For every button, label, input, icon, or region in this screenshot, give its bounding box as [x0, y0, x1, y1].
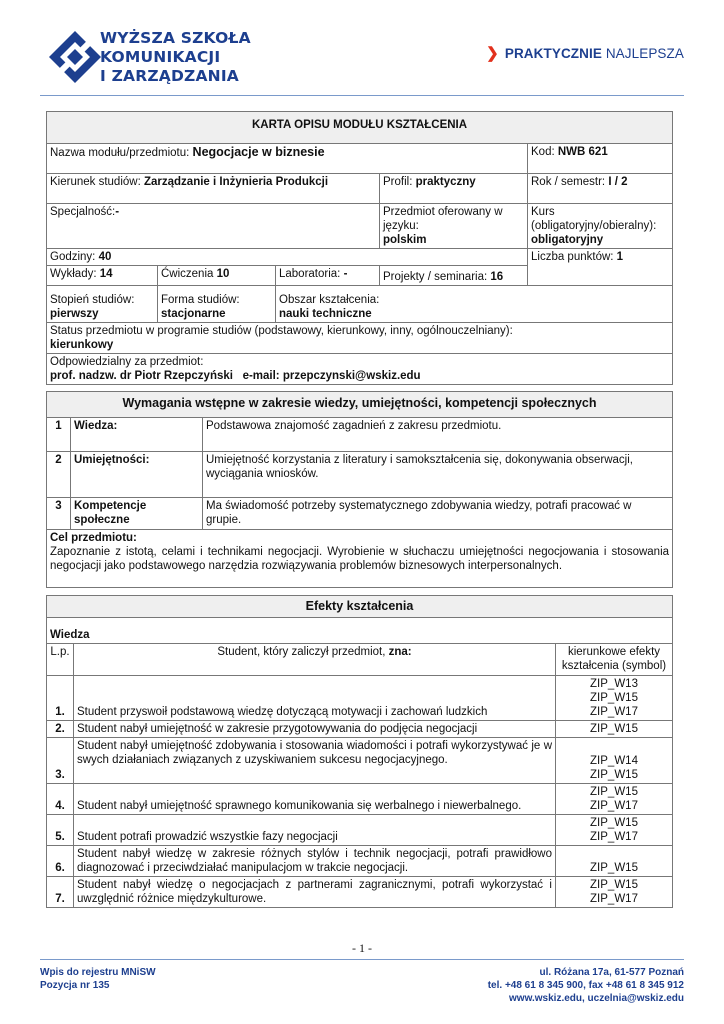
language-cell: [380, 204, 528, 249]
year-semester-label: Rok / semestr:: [531, 176, 606, 188]
outcome-text: Student potrafi prowadzić wszystkie fazy negocjacji: [74, 815, 556, 846]
requirement-number: 3: [47, 498, 71, 530]
specialty-value: -: [115, 206, 120, 218]
footer-phone: tel. +48 61 8 345 900, fax +48 61 8 345 912: [487, 980, 684, 991]
course-type-value: obligatoryjny: [531, 234, 604, 246]
table-row: [47, 721, 673, 738]
outcome-symbols: ZIP_W15 ZIP_W17: [556, 784, 673, 815]
module-code-label: Kod:: [531, 146, 555, 158]
projects-label: Projekty / seminaria:: [383, 271, 488, 283]
footer-contact: [488, 966, 684, 1005]
exercises-value: 10: [216, 268, 230, 280]
requirement-label: Kompetencje społeczne: [71, 498, 203, 530]
card-title: KARTA OPISU MODUŁU KSZTAŁCENIA: [47, 112, 673, 144]
outcomes-title: Efekty kształcenia: [47, 596, 673, 618]
ects-value: 1: [616, 251, 624, 263]
school-name: [100, 29, 251, 86]
lectures-value: 14: [99, 268, 113, 280]
column-header-student-text: Student, który zaliczył przedmiot,: [217, 646, 386, 658]
specialty-cell: [47, 204, 380, 249]
course-type-cell: [528, 204, 673, 249]
exercises-cell: [158, 266, 276, 286]
outcome-text: Student nabył umiejętność w zakresie przygotowywania do podjęcia negocjacji: [74, 721, 556, 738]
laboratory-label: Laboratoria:: [279, 268, 341, 280]
course-goal-cell: [47, 530, 673, 588]
requirement-number: 1: [47, 418, 71, 452]
study-form-label: Forma studiów:: [161, 294, 240, 306]
outcome-number: 6.: [47, 846, 74, 877]
lectures-label: Wykłady:: [50, 268, 97, 280]
lectures-cell: [47, 266, 158, 286]
outcome-text: Student nabył umiejętność zdobywania i stosowania wiadomości i potrafi wykorzystywać je w swych działaniach związanych z uzyskiwaniem sukcesu negocjacyjnego.: [74, 738, 556, 784]
hours-label: Godziny:: [50, 251, 96, 263]
outcome-symbols: ZIP_W13 ZIP_W15 ZIP_W17: [556, 676, 673, 721]
table-row: [47, 784, 673, 815]
outcome-text: Student nabył wiedzę o negocjacjach z partnerami zagranicznymi, potrafi wykorzystać i uwzględnić różnice międzykulturowe.: [74, 877, 556, 908]
outcome-symbols: ZIP_W14 ZIP_W15: [556, 738, 673, 784]
field-of-study-cell: [47, 174, 380, 204]
table-row: [47, 815, 673, 846]
outcome-number: 1.: [47, 676, 74, 721]
year-semester-value: I / 2: [608, 176, 628, 188]
profile-label: Profil:: [383, 176, 413, 188]
ects-label: Liczba punktów:: [531, 251, 614, 263]
outcome-number: 5.: [47, 815, 74, 846]
footer-web: www.wskiz.edu, uczelnia@wskiz.edu: [509, 993, 684, 1004]
status-cell: [47, 323, 673, 354]
footer-address: ul. Różana 17a, 61-577 Poznań: [539, 967, 684, 978]
column-header-symbol: kierunkowe efekty kształcenia (symbol): [556, 644, 673, 676]
footer-registry-line1: Wpis do rejestru MNiSW: [40, 967, 156, 978]
study-form-value: stacjonarne: [161, 308, 226, 320]
school-name-line3: I ZARZĄDZANIA: [100, 67, 240, 85]
degree-label: Stopień studiów:: [50, 294, 135, 306]
responsible-label: Odpowiedzialny za przedmiot:: [50, 356, 204, 368]
exercises-label: Ćwiczenia: [161, 268, 214, 280]
outcomes-table: [46, 595, 673, 908]
module-card-table: [46, 111, 673, 385]
requirement-number: 2: [47, 452, 71, 498]
laboratory-value: -: [343, 268, 348, 280]
header-divider: [40, 95, 684, 96]
outcome-number: 3.: [47, 738, 74, 784]
projects-cell: [380, 266, 528, 286]
status-label: Status przedmiotu w programie studiów (podstawowy, kierunkowy, inny, ogólnouczelniany):: [50, 325, 513, 337]
module-code-value: NWB 621: [557, 146, 608, 158]
education-area-label: Obszar kształcenia:: [279, 294, 380, 306]
module-code-cell: [528, 144, 673, 174]
course-goal-text: Zapoznanie z istotą, celami i technikami negocjacji. Wyrobienie w słuchaczu umiejętności negocjowania i stosowania negocjacji jako podstawowego narzędzia rozwiązywania problemów biznesowych interpersonalnych.: [50, 546, 670, 572]
projects-value: 16: [490, 271, 504, 283]
footer-divider: [40, 959, 684, 960]
requirement-text: Ma świadomość potrzeby systematycznego zdobywania wiedzy, potrafi pracować w grupie.: [203, 498, 673, 530]
requirements-table: [46, 391, 673, 588]
field-of-study-value: Zarządzanie i Inżynieria Produkcji: [143, 176, 329, 188]
module-name-label: Nazwa modułu/przedmiotu:: [50, 147, 190, 159]
ects-cell: [528, 249, 673, 286]
outcome-number: 4.: [47, 784, 74, 815]
table-row: [47, 738, 673, 784]
footer-registry-line2: Pozycja nr 135: [40, 980, 110, 991]
hours-cell: [47, 249, 528, 266]
degree-cell: [47, 286, 158, 323]
requirement-label: Wiedza:: [71, 418, 203, 452]
requirements-title: Wymagania wstępne w zakresie wiedzy, umiejętności, kompetencji społecznych: [47, 392, 673, 418]
column-header-student: [74, 644, 556, 676]
degree-value: pierwszy: [50, 308, 99, 320]
education-area-cell: [276, 286, 673, 323]
wskiz-logo-icon: [48, 30, 102, 84]
responsible-cell: [47, 354, 673, 385]
outcome-text: Student nabył umiejętność sprawnego komunikowania się werbalnego i niewerbalnego.: [74, 784, 556, 815]
responsible-email: e-mail: przepczynski@wskiz.edu: [242, 370, 421, 382]
requirement-text: Podstawowa znajomość zagadnień z zakresu przedmiotu.: [203, 418, 673, 452]
language-value: polskim: [383, 234, 427, 246]
module-name-cell: [47, 144, 528, 174]
hours-value: 40: [98, 251, 112, 263]
table-row: [47, 846, 673, 877]
study-form-cell: [158, 286, 276, 323]
specialty-label: Specjalność:: [50, 206, 116, 218]
outcome-number: 2.: [47, 721, 74, 738]
outcome-text: Student nabył wiedzę w zakresie różnych stylów i technik negocjacji, potrafi prawidłowo diagnozować i przeciwdziałać manipulacjom w trakcie negocjacji.: [74, 846, 556, 877]
outcomes-section-knowledge: Wiedza: [47, 618, 673, 644]
course-type-label: Kurs (obligatoryjny/obieralny):: [531, 206, 657, 232]
tagline-rest: NAJLEPSZA: [605, 46, 684, 61]
outcome-symbols: ZIP_W15 ZIP_W17: [556, 815, 673, 846]
school-name-line1: WYŻSZA SZKOŁA: [100, 29, 251, 47]
education-area-value: nauki techniczne: [279, 308, 372, 320]
chevron-right-icon: ❯: [486, 45, 499, 62]
profile-value: praktyczny: [415, 176, 476, 188]
module-name-value: Negocjacje w biznesie: [192, 145, 325, 159]
outcome-symbols: ZIP_W15: [556, 721, 673, 738]
column-header-lp: L.p.: [47, 644, 74, 676]
outcome-text: Student przyswoił podstawową wiedzę dotyczącą motywacji i zachowań ludzkich: [74, 676, 556, 721]
tagline-bold: PRAKTYCZNIE: [504, 46, 602, 61]
school-name-line2: KOMUNIKACJI: [100, 48, 221, 66]
status-value: kierunkowy: [50, 339, 114, 351]
outcome-symbols: ZIP_W15: [556, 846, 673, 877]
column-header-student-bold: zna:: [388, 646, 412, 658]
field-of-study-label: Kierunek studiów:: [50, 176, 141, 188]
profile-cell: [380, 174, 528, 204]
outcome-number: 7.: [47, 877, 74, 908]
laboratory-cell: [276, 266, 380, 286]
language-label: Przedmiot oferowany w języku:: [383, 206, 503, 232]
year-semester-cell: [528, 174, 673, 204]
outcome-symbols: ZIP_W15 ZIP_W17: [556, 877, 673, 908]
requirement-text: Umiejętność korzystania z literatury i samokształcenia się, dokonywania obserwacji, wyciągania wniosków.: [203, 452, 673, 498]
course-goal-label: Cel przedmiotu:: [50, 532, 137, 544]
tagline: [486, 44, 684, 62]
responsible-name: prof. nadzw. dr Piotr Rzepczyński: [50, 370, 233, 382]
page-number: - 1 -: [352, 941, 372, 955]
requirement-label: Umiejętności:: [71, 452, 203, 498]
table-row: [47, 877, 673, 908]
footer-registry: [40, 966, 156, 992]
table-row: [47, 676, 673, 721]
